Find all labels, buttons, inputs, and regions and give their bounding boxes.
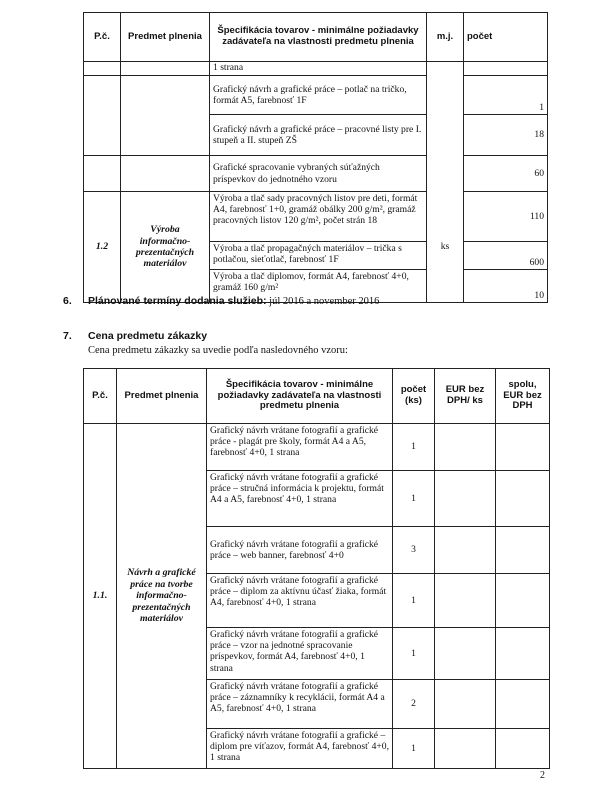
count-cell: 2 xyxy=(393,680,435,729)
group-number: 1.1. xyxy=(84,424,117,769)
section-6-line xyxy=(88,295,379,308)
count-cell: 110 xyxy=(464,192,548,242)
spec-cell: Výroba a tlač diplomov, formát A4, farebnosť 4+0, gramáž 160 g/m² xyxy=(210,270,427,303)
spec-cell: Výroba a tlač sady pracovných listov pre deti, formát A4, farebnosť 1+0, gramáž obálky 200 g/m², gramáž pracovných listov 120 g/m², počet strán 18 xyxy=(210,192,427,242)
table-item-specification xyxy=(83,12,548,303)
section-7-number: 7. xyxy=(63,330,72,342)
section-7-title: Cena predmetu zákazky xyxy=(88,330,208,342)
count-cell: 10 xyxy=(464,270,548,303)
group-subject: Návrh a grafické práce na tvorbe informačno-prezentačných materiálov xyxy=(117,424,207,769)
count-cell: 1 xyxy=(464,76,548,115)
count-cell: 1 xyxy=(393,471,435,527)
table-row xyxy=(84,115,548,156)
spec-cell: Grafické spracovanie vybraných súťažných príspevkov do jednotného vzoru xyxy=(210,156,427,192)
section-6-value: júl 2016 a november 2016 xyxy=(269,296,380,307)
header-total: spolu, EUR bez DPH xyxy=(496,369,550,424)
count-cell: 60 xyxy=(464,156,548,192)
spec-cell: Grafický návrh a grafické práce – pracovné listy pre I. stupeň a II. stupeň ZŠ xyxy=(210,115,427,156)
header-spec: Špecifikácia tovarov - minimálne požiadavky zadávateľa na vlastnosti predmetu plnenia xyxy=(210,13,427,62)
count-cell: 1 xyxy=(393,574,435,628)
page-number: 2 xyxy=(540,770,545,781)
count-cell: 1 xyxy=(393,729,435,769)
header-unit: m.j. xyxy=(427,13,464,62)
spec-cell: Grafický návrh vrátane fotografií a grafické práce – vzor na jednotné spracovanie príspevkov, formát A4, farebnosť 4+0, 1 strana xyxy=(207,628,393,680)
count-cell: 1 xyxy=(393,424,435,471)
table-header-row xyxy=(84,13,548,62)
spec-cell: Grafický návrh vrátane fotografií a grafické práce – záznamníky k recyklácii, formát A4 a A5, farebnosť 4+0, 1 strana xyxy=(207,680,393,729)
spec-cell: Grafický návrh vrátane fotografií a grafické práce – diplom za aktívnu účasť žiaka, formát A4, farebnosť 4+0, 1 strana xyxy=(207,574,393,628)
table-row xyxy=(84,62,548,76)
count-cell xyxy=(464,62,548,76)
spec-cell: Grafický návrh vrátane fotografií a grafické práce - plagát pre školy, formát A4 a A5, farebnosť 4+0, 1 strana xyxy=(207,424,393,471)
unit-cell: ks xyxy=(427,192,464,303)
section-6-label: Plánované termíny dodania služieb: xyxy=(88,295,267,307)
header-count: počet xyxy=(464,13,548,62)
group-subject: Výroba informačno-prezentačných materiálov xyxy=(121,192,210,303)
table-row xyxy=(84,76,548,115)
spec-cell: Grafický návrh vrátane fotografií a grafické práce – web banner, farebnosť 4+0 xyxy=(207,527,393,574)
header-subject: Predmet plnenia xyxy=(121,13,210,62)
spec-cell: Grafický návrh a grafické práce – potlač na tričko, formát A5, farebnosť 1F xyxy=(210,76,427,115)
header-no: P.č. xyxy=(84,13,121,62)
count-cell: 18 xyxy=(464,115,548,156)
table-row xyxy=(84,156,548,192)
header-count: počet (ks) xyxy=(393,369,435,424)
table-header-row xyxy=(84,369,550,424)
header-subject: Predmet plnenia xyxy=(117,369,207,424)
count-cell: 3 xyxy=(393,527,435,574)
count-cell: 600 xyxy=(464,242,548,270)
group-number: 1.2 xyxy=(84,192,121,303)
table-row xyxy=(84,424,550,471)
spec-cell: Grafický návrh vrátane fotografií a grafické práce – stručná informácia k projektu, formát A4 a A5, farebnosť 4+0, 1 strana xyxy=(207,471,393,527)
section-7-text: Cena predmetu zákazky sa uvedie podľa nasledovného vzoru: xyxy=(88,345,348,356)
header-unit-price: EUR bez DPH/ ks xyxy=(435,369,496,424)
header-spec: Špecifikácia tovarov - minimálne požiadavky zadávateľa na vlastnosti predmetu plnenia xyxy=(207,369,393,424)
header-no: P.č. xyxy=(84,369,117,424)
table-price xyxy=(83,368,550,769)
section-6-number: 6. xyxy=(63,295,72,307)
count-cell: 1 xyxy=(393,628,435,680)
table-row xyxy=(84,192,548,242)
spec-cell: 1 strana xyxy=(210,62,427,76)
spec-cell: Výroba a tlač propagačných materiálov – trička s potlačou, sieťotlač, farebnosť 1F xyxy=(210,242,427,270)
spec-cell: Grafický návrh vrátane fotografií a grafické – diplom pre víťazov, formát A4, farebnosť 4+0, 1 strana xyxy=(207,729,393,769)
